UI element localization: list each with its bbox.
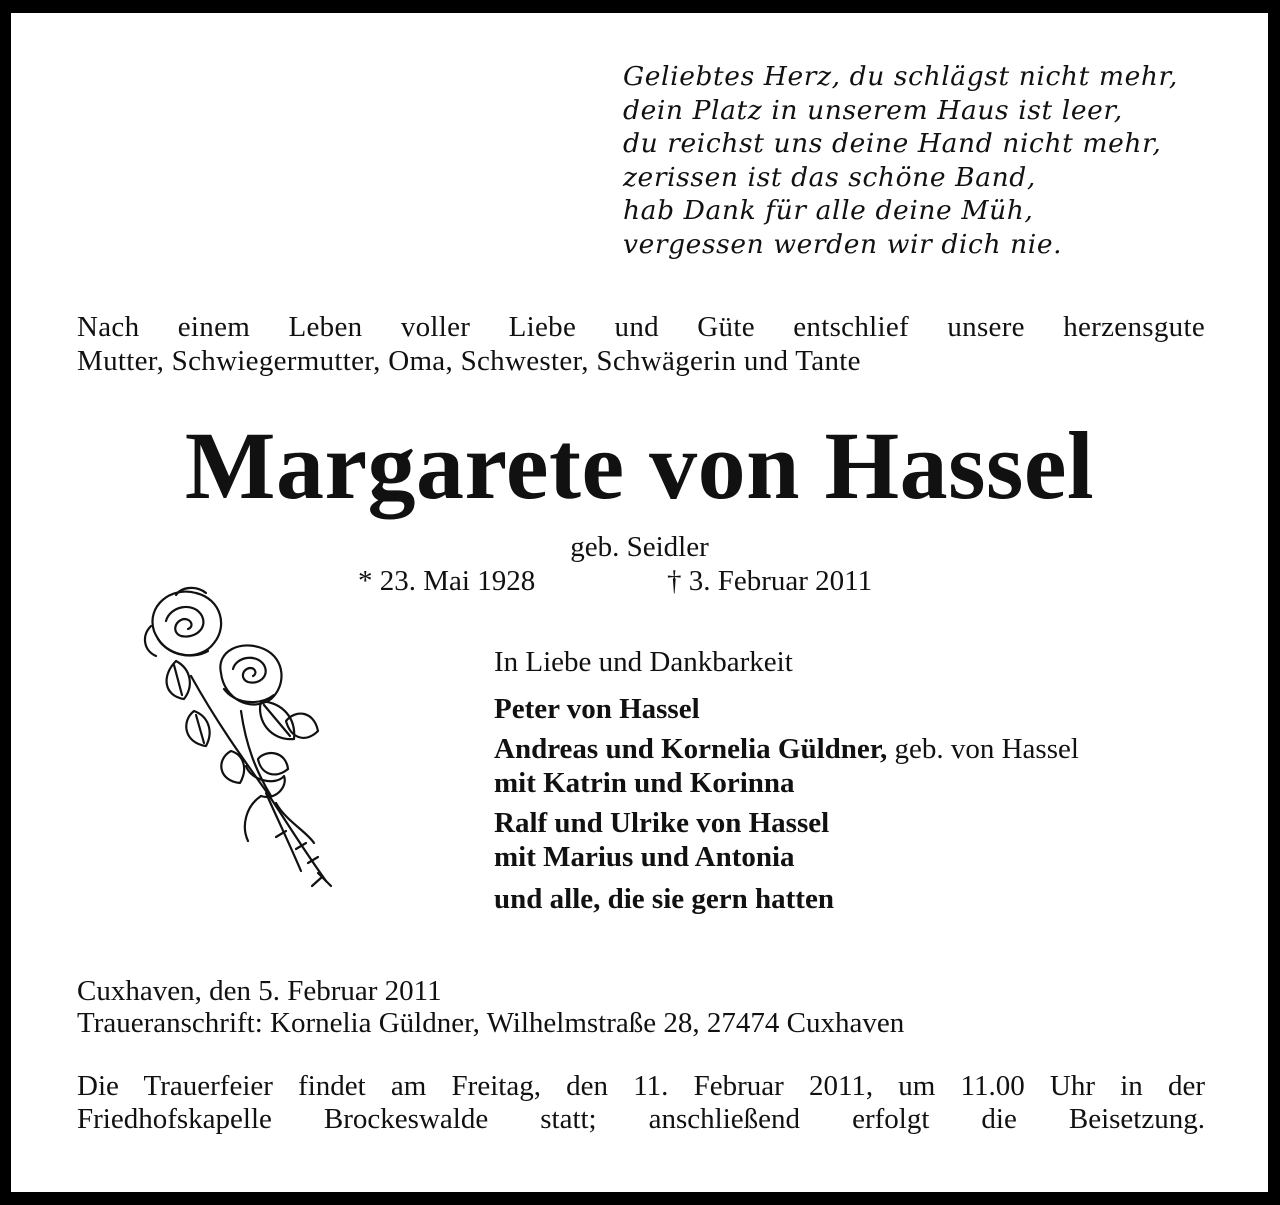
funeral-info [77,1070,1205,1136]
mourner-name: mit Katrin und Korinna [494,767,795,799]
place-and-address [77,975,904,1039]
mourner-name: Ralf und Ulrike von Hassel [494,807,830,839]
poem-line: vergessen werden wir dich nie. [623,228,1063,260]
poem-line: Geliebtes Herz, du schlägst nicht mehr, [623,61,1178,92]
poem-line: hab Dank für alle deine Müh, [623,195,1034,226]
poem [623,60,1178,261]
deceased-name: Margarete von Hassel [184,412,1095,519]
mourner-name: Peter von Hassel [494,693,700,725]
mourning-address: Traueranschrift: Kornelia Güldner, Wilhelmstraße 28, 27474 Cuxhaven [77,1007,905,1039]
mourner-note: geb. von Hassel [887,733,1079,765]
birth-name: geb. Seidler [570,531,709,563]
mourner-name: Andreas und Kornelia Güldner, [494,733,888,765]
intro-line: Nach einem Leben voller Liebe und Güte entschlief unsere herzensgute [77,311,1205,343]
death-date: † 3. Februar 2011 [667,565,873,597]
intro-line: Mutter, Schwiegermutter, Oma, Schwester, Schwägerin und Tante [77,345,861,377]
place-date: Cuxhaven, den 5. Februar 2011 [77,975,442,1007]
funeral-line: Friedhofskapelle Brockeswalde statt; anschließend erfolgt die Beisetzung. [77,1103,1205,1135]
obituary-notice [11,13,1268,1192]
funeral-line: Die Trauerfeier findet am Freitag, den 11. Februar 2011, um 11.00 Uhr in der [77,1070,1205,1102]
intro-text [77,310,1205,378]
mourners-lead: In Liebe und Dankbarkeit [494,646,793,678]
mourners [494,645,1214,916]
poem-line: du reichst uns deine Hand nicht mehr, [623,128,1162,159]
mourner-name: und alle, die sie gern hatten [494,883,834,915]
birth-date: * 23. Mai 1928 [358,565,536,597]
poem-line: zerissen ist das schöne Band, [623,161,1036,193]
rose-illustration [136,581,336,891]
mourner-line [494,732,1214,766]
mourner-name: mit Marius und Antonia [494,841,795,873]
poem-line: dein Platz in unserem Haus ist leer, [623,94,1123,126]
